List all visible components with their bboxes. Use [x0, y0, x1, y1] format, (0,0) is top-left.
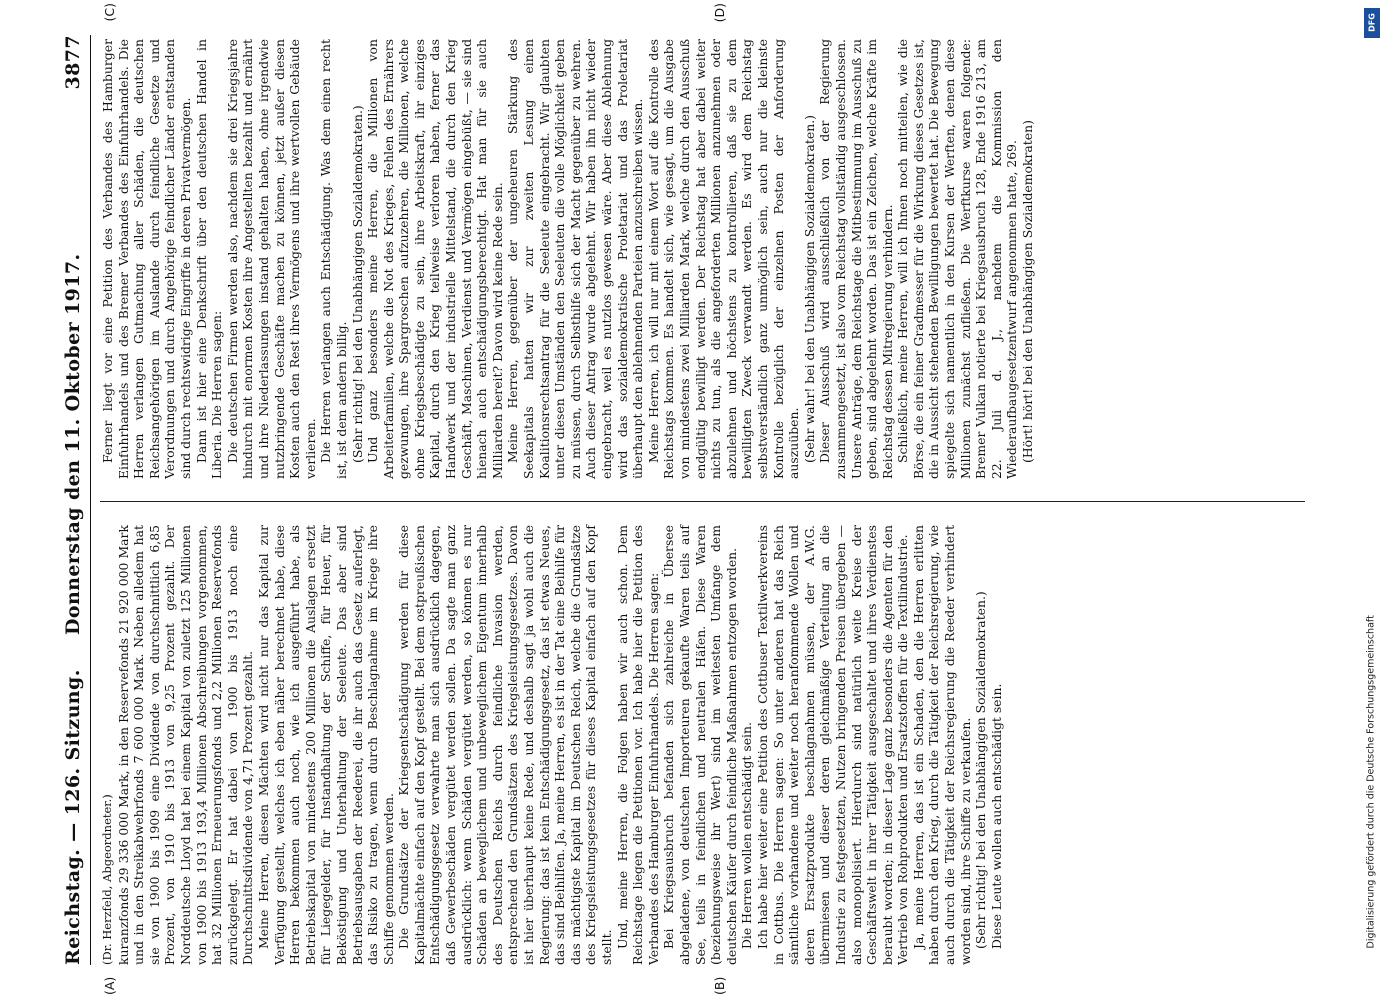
paragraph: Dann ist hier eine Denkschrift über den deutschen Handel in Liberia. Die Herren sagen: — [193, 39, 224, 479]
page-header — [62, 35, 91, 965]
paragraph: Meine Herren, ich will nur mit einem Wort auf die Kontrolle des Reichstags kommen. Es handelt sich, wie gesagt, um die Ausgabe von mindestens zwei Milliarden Mark, welche durch den Ausschuß endgültig bewilligt werden. Der Reichstag hat aber dabei weiter nichts zu tun, als die angeforderten Millionen anzunehmen oder abzulehnen und höchstens zu kontrollieren, daß sie zu dem bewilligten Zweck verwandt werden. Es wird dem Reichstag selbstverständlich ganz unmöglich sein, auch nur die kleinste Kontrolle bezüglich der einzelnen Posten der Anforderung auszuüben. — [645, 39, 801, 479]
margin-marker-c: (C) — [101, 3, 117, 22]
header-date: Donnerstag den 11. Oktober 1917. — [61, 253, 84, 635]
dfg-logo — [1364, 8, 1380, 38]
column-left — [100, 525, 1004, 965]
paragraph: Und ganz besonders meine Herren, die Millionen von Arbeiterfamilien, welche die Not des Krieges, Fehlen des Ernährers gezwungen, ihre Spargroschen aufzuzehren, die Millionen, welche ohne Kriegsbeschädigte zu sein, ihre Arbeitskraft, ihr einziges Kapital, durch den Krieg teilweise verloren haben, ferner das Handwerk und der industrielle Mittelstand, die durch den Krieg Geschäft, Maschinen, Verdienst und Vermögen eingebüßt, — sie sind hienach auch entschädigungsberechtigt. Hat man für sie auch Milliarden bereit? Davon wird keine Rede sein. — [364, 39, 505, 479]
paragraph: Die Grundsätze der Kriegsentschädigung werden für diese Kapitalmächte einfach auf den Kopf gestellt. Bei dem ostpreußischen Entschädigungsgesetz verwahrte man sich ausdrücklich dagegen, daß Gewerbeschäden vergütet werden sollen. Da sagte man ganz ausdrücklich: wenn Schäden vergütet werden, so können es nur Schäden an beweglichem und unbeweglichem Eigentum innerhalb des Deutschen Reichs durch feindliche Invasion werden, entsprechend den Grundsätzen des Kriegsleistungsgesetzes. Davon ist hier überhaupt keine Rede, und deshalb sagt ja wohl auch die Regierung: das ist kein Entschädigungsgesetz, das ist etwas Neues, das sind Beihilfen. Ja, meine Herren, es ist in der Tat eine Beihilfe für das mächtigste Kapital im Deutschen Reich, welche die Grundsätze des Kriegsleistungsgesetzes für dieses Kapital einfach auf den Kopf stellt. — [395, 525, 614, 965]
paragraph: (Sehr wahr! bei den Unabhängigen Sozialdemokraten.) — [801, 115, 817, 463]
margin-marker-d: (D) — [711, 3, 727, 23]
paragraph: (Hört! hört! bei den Unabhängigen Sozialdemokraten) — [1019, 120, 1035, 463]
paragraph: Und, meine Herren, die Folgen haben wir auch schon. Dem Reichstage liegen die Petitionen vor. Ich habe hier die Petition des Verbandes des Hamburger Einfuhrhandels. Die Herren sagen: — [614, 525, 661, 965]
paragraph: Die Herren wollen entschädigt sein. — [738, 722, 754, 949]
paragraph: Meine Herren, gegenüber der ungeheuren Stärkung des Seekapitals hatten wir zur zweiten Lesung einen Koalitionsrechtsantrag für die Seeleute eingebracht. Wir glaubten unter diesen Umständen den Seeleuten die volle Möglichkeit geben zu müssen, durch Selbsthilfe sich der Macht gegenüber zu wehren. Auch dieser Antrag wurde abgelehnt. Wir haben ihn nicht wieder eingebracht, weil es nutzlos gewesen wäre. Aber diese Ablehnung wird das sozialdemokratische Proletariat und das Proletariat überhaupt den ablehnenden Parteien anzuschreiben wissen. — [504, 39, 645, 479]
paragraph: Ferner liegt vor eine Petition des Verbandes des Hamburger Einfuhrhandels und des Bremer Verbandes des Einfuhrhandels. Die Herren verlangen Gutmachung aller Schäden, die deutschen Reichsangehörigen im Auslande durch feindliche Gesetze und Verordnungen und durch Angehörige feindlicher Länder entstanden sind durch rechtswidrige Eingriffe in deren Privatvermögen. — [99, 39, 193, 479]
paragraph: Dieser Ausschuß wird ausschließlich von der Regierung zusammengesetzt, ist also vom Reichstag vollständig ausgeschlossen. Unsere Anträge, dem Reichstage die Mitbestimmung im Ausschuß zu geben, sind abgelehnt worden. Das ist ein Zeichen, welche Kräfte im Reichstag dessen Mitregierung verhindern. — [816, 39, 895, 479]
paragraph: Meine Herren, diesen Mächten wird nicht nur das Kapital zur Verfügung gestellt, welches ich eben näher berechnet habe, diese Herren bekommen auch noch, wie ich ausgeführt habe, als Betriebskapital von mindestens 200 Millionen die Auslagen ersetzt für Liegegelder, für Instandhaltung der Schiffe, für Heuer, für Beköstigung und Unterhaltung der Seeleute. Das aber sind Betriebsausgaben der Reederei, die ihr auch das Gesetz auferlegt, das Risiko zu tragen, wenn durch Beschlagnahme im Kriege ihre Schiffe genommen werden. — [255, 525, 396, 965]
margin-marker-a: (A) — [101, 976, 117, 995]
paragraph: (Sehr richtig! bei den Unabhängigen Sozialdemokraten.) — [972, 591, 988, 949]
column-right — [100, 39, 1036, 479]
margin-marker-b: (B) — [711, 976, 727, 995]
paragraph: Die deutschen Firmen werden also, nachdem sie drei Kriegsjahre hindurch mit enormen Kosten ihre Angestellten bezahlt und ernährt und ihre Niederlassungen instand gehalten haben, ohne irgendwie nutzbringende Geschäfte machen zu können, jetzt außer diesen Kosten auch den Rest ihres Vermögens und ihre wertvollen Gebäude verlieren. — [224, 39, 318, 479]
paragraph: Die Herren verlangen auch Entschädigung. Was dem einen recht ist, ist dem andern billig. — [317, 39, 349, 479]
header-left: Reichstag. — 126. Sitzung. — [61, 669, 84, 965]
paragraph: Schließlich, meine Herren, will ich Ihnen noch mitteilen, wie die Börse, die ein feiner Gradmesser für die Wirkung dieses Gesetzes ist, die in Aussicht stehenden Bewilligungen bewertet hat. Die Bewegung spiegelte sich namentlich in den Kursen der Werften, denen diese Millionen zunächst zufließen. Die Werftkurse waren folgende: Bremer Vulkan notierte bei Kriegsausbruch 128, Ende 1916 213, am 22. Juli d. J., nachdem die Kommission den Wiederaufbaugesetzentwurf angenommen hatte, 269. — [894, 39, 1019, 479]
paragraph: Ja, meine Herren, das ist ein Schaden, den die Herren erlitten haben durch den Krieg, durch die Tätigkeit der Reichsregierung, wie auch durch die Tätigkeit der Reichsregierung die Reeder verhindert worden sind, ihre Schiffe zu verkaufen. — [910, 525, 973, 965]
column-divider — [100, 501, 1305, 502]
paragraph: Diese Leute wollen auch entschädigt sein. — [988, 683, 1004, 949]
paragraph: (Sehr richtig! bei den Unabhängigen Sozialdemokraten.) — [349, 105, 364, 463]
rotated-document — [61, 3, 1322, 995]
digitization-text: Digitalisierung gefördert durch die Deutsche Forschungsgemeinschaft — [1365, 615, 1377, 949]
digitization-note — [1363, 10, 1379, 990]
paragraph: Bei Kriegsausbruch befanden sich zahlreiche in Übersee abgeladene, von deutschen Importeuren gekaufte Waren teils auf See, teils in feindlichen und neutralen Häfen. Diese Waren (beziehungsweise ihr Wert) sind im weitesten Umfange dem deutschen Käufer durch feindliche Maßnahmen entzogen worden. — [660, 525, 739, 965]
speaker-line: (Dr. Herzfeld, Abgeordneter.) — [99, 794, 114, 965]
paragraph: kuranzfonds 29 336 000 Mark, in den Reservefonds 21 920 000 Mark und in den Streikabwehrfonds 7 600 000 Mark. Neben alledem hat sie von 1900 bis 1909 eine Dividende von durchschnittlich 6,85 Prozent, von 1910 bis 1913 von 9,25 Prozent gezahlt. Der Norddeutsche Lloyd hat bei einem Kapital von zuletzt 125 Millionen von 1900 bis 1913 193,4 Millionen Abschreibungen vorgenommen, hat 32 Millionen Erneuerungsfonds und 2,2 Millionen Reservefonds zurückgelegt. Er hat dabei von 1900 bis 1913 noch eine Durchschnittsdividende von 4,71 Prozent gezahlt. — [115, 525, 255, 965]
dfg-logo-text: DFG — [1367, 13, 1377, 32]
paragraph: Ich habe hier weiter eine Petition des Cottbuser Textilwerkvereins in Cottbus. Die Herren sagen: So unter anderen hat das Reich sämtliche vorhandene und weiter noch heranfommende Wollen und deren Ersatzprodukte beschlagnahmen müssen, der A.W.G. übermiesen und dieser deren gleichmäßige Verteilung an die Industrie zu festgesetzten, Nutzen bringenden Preisen übergeben — also monopolisiert. Hierdurch sind natürlich weite Kreise der Geschäftswelt in ihrer Tätigkeit ausgeschaltet und ihres Verdienstes beraubt worden; in dieser Lage ganz besonders die Agenten für den Vertrieb von Rohprodukten und Ersatzstoffen für die Textilindustrie. — [754, 525, 910, 965]
page-number: 3877 — [61, 35, 84, 90]
